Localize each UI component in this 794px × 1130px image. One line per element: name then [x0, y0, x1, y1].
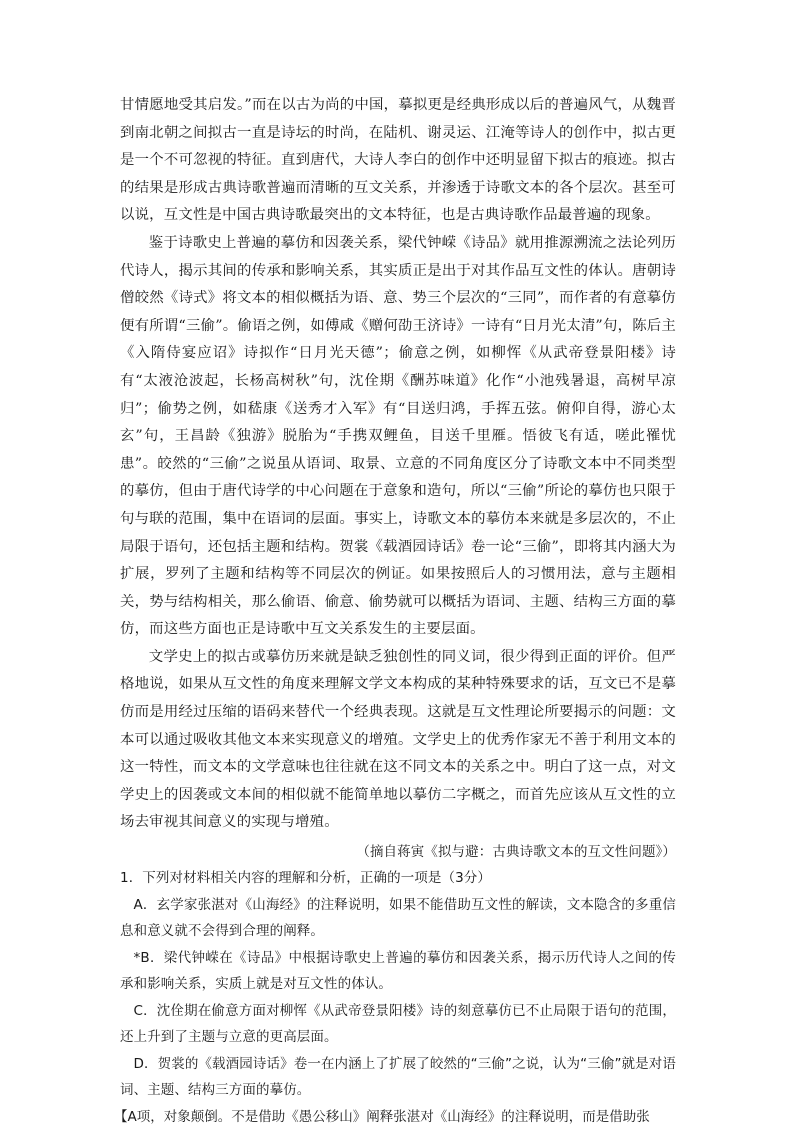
question-section	[114, 865, 676, 1130]
article-paragraph-3: 文学史上的拟古或摹仿历来就是缺乏独创性的同义词，很少得到正面的评价。但严格地说，如果从互文性的角度来理解文学文本构成的某种特殊要求的话，互文已不是摹仿而是用经过压缩的语码来替代一个经典表现。这就是互文性理论所要揭示的问题：文本可以通过吸收其他文本来实现意义的增殖。文学史上的优秀作家无不善于利用文本的这一特性，而文本的文学意味也往往就在这不同文本的关系之中。明白了这一点，对文学史上的因袭或文本间的相似就不能简单地以摹仿二字概之，而首先应该从互文性的立场去审视其间意义的实现与增殖。	[120, 648, 676, 831]
option-b: *B．梁代钟嵘在《诗品》中根据诗歌史上普遍的摹仿和因袭关系，揭示历代诗人之间的传承和影响关系，实质上就是对互文性的体认。	[120, 949, 676, 993]
document-page	[114, 92, 676, 1130]
article	[120, 92, 676, 865]
answer-analysis: 【A项，对象颠倒。不是借助《愚公移山》阐释张湛对《山海经》的注释说明，而是借助张	[114, 1108, 650, 1125]
option-a: A．玄学家张湛对《山海经》的注释说明，如果不能借助互文性的解读，文本隐含的多重信息和意义就不会得到合理的阐释。	[120, 896, 676, 940]
article-paragraph-1: 甘情愿地受其启发。”而在以古为尚的中国，摹拟更是经典形成以后的普遍风气，从魏晋到南北朝之间拟古一直是诗坛的时尚，在陆机、谢灵运、江淹等诗人的创作中，拟古更是一个不可忽视的特征。直到唐代，大诗人李白的创作中还明显留下拟古的痕迹。拟古的结果是形成古典诗歌普遍而清晰的互文关系，并渗透于诗歌文本的各个层次。甚至可以说，互文性是中国古典诗歌最突出的文本特征，也是古典诗歌作品最普遍的现象。	[120, 97, 676, 224]
option-d: D．贺裳的《载酒园诗话》卷一在内涵上了扩展了皎然的“三偷”之说，认为“三偷”就是对语词、主题、结构三方面的摹仿。	[120, 1055, 676, 1099]
article-source: （摘自蒋寅《拟与避：古典诗歌文本的互文性问题》）	[356, 844, 676, 861]
article-paragraph-2: 鉴于诗歌史上普遍的摹仿和因袭关系，梁代钟嵘《诗品》就用推源溯流之法论列历代诗人，揭示其间的传承和影响关系，其实质正是出于对其作品互文性的体认。唐朝诗僧皎然《诗式》将文本的相似概括为语、意、势三个层次的“三同”，而作者的有意摹仿便有所谓“三偷”。偷语之例，如傅咸《赠何劭王济诗》一诗有“日月光太清”句，陈后主《入隋侍宴应诏》诗拟作“日月光天德”；偷意之例，如柳恽《从武帝登景阳楼》诗有“太液沧波起，长杨高树秋”句，沈佺期《酬苏味道》化作“小池残暑退，高树早凉归”；偷势之例，如嵇康《送秀才入军》有“目送归鸿，手挥五弦。俯仰自得，游心太玄”句，王昌龄《独游》脱胎为“手携双鲤鱼，目送千里雁。悟彼飞有适，嗟此罹忧患”。皎然的“三偷”之说虽从语词、取景、立意的不同角度区分了诗歌文本中不同类型的摹仿，但由于唐代诗学的中心问题在于意象和造句，所以“三偷”所论的摹仿也只限于句与联的范围，集中在语词的层面。事实上，诗歌文本的摹仿本来就是多层次的，不止局限于语句，还包括主题和结构。贺裳《载酒园诗话》卷一论“三偷”，即将其内涵大为扩展，罗列了主题和结构等不同层次的例证。如果按照后人的习惯用法，意与主题相关，势与结构相关，那么偷语、偷意、偷势就可以概括为语词、主题、结构三方面的摹仿，而这些方面也正是诗歌中互文关系发生的主要层面。	[120, 234, 676, 638]
question-stem: 1．下列对材料相关内容的理解和分析，正确的一项是（3分）	[120, 870, 491, 887]
option-c: C．沈佺期在偷意方面对柳恽《从武帝登景阳楼》诗的刻意摹仿已不止局限于语句的范围，还上升到了主题与立意的更高层面。	[120, 1002, 676, 1046]
